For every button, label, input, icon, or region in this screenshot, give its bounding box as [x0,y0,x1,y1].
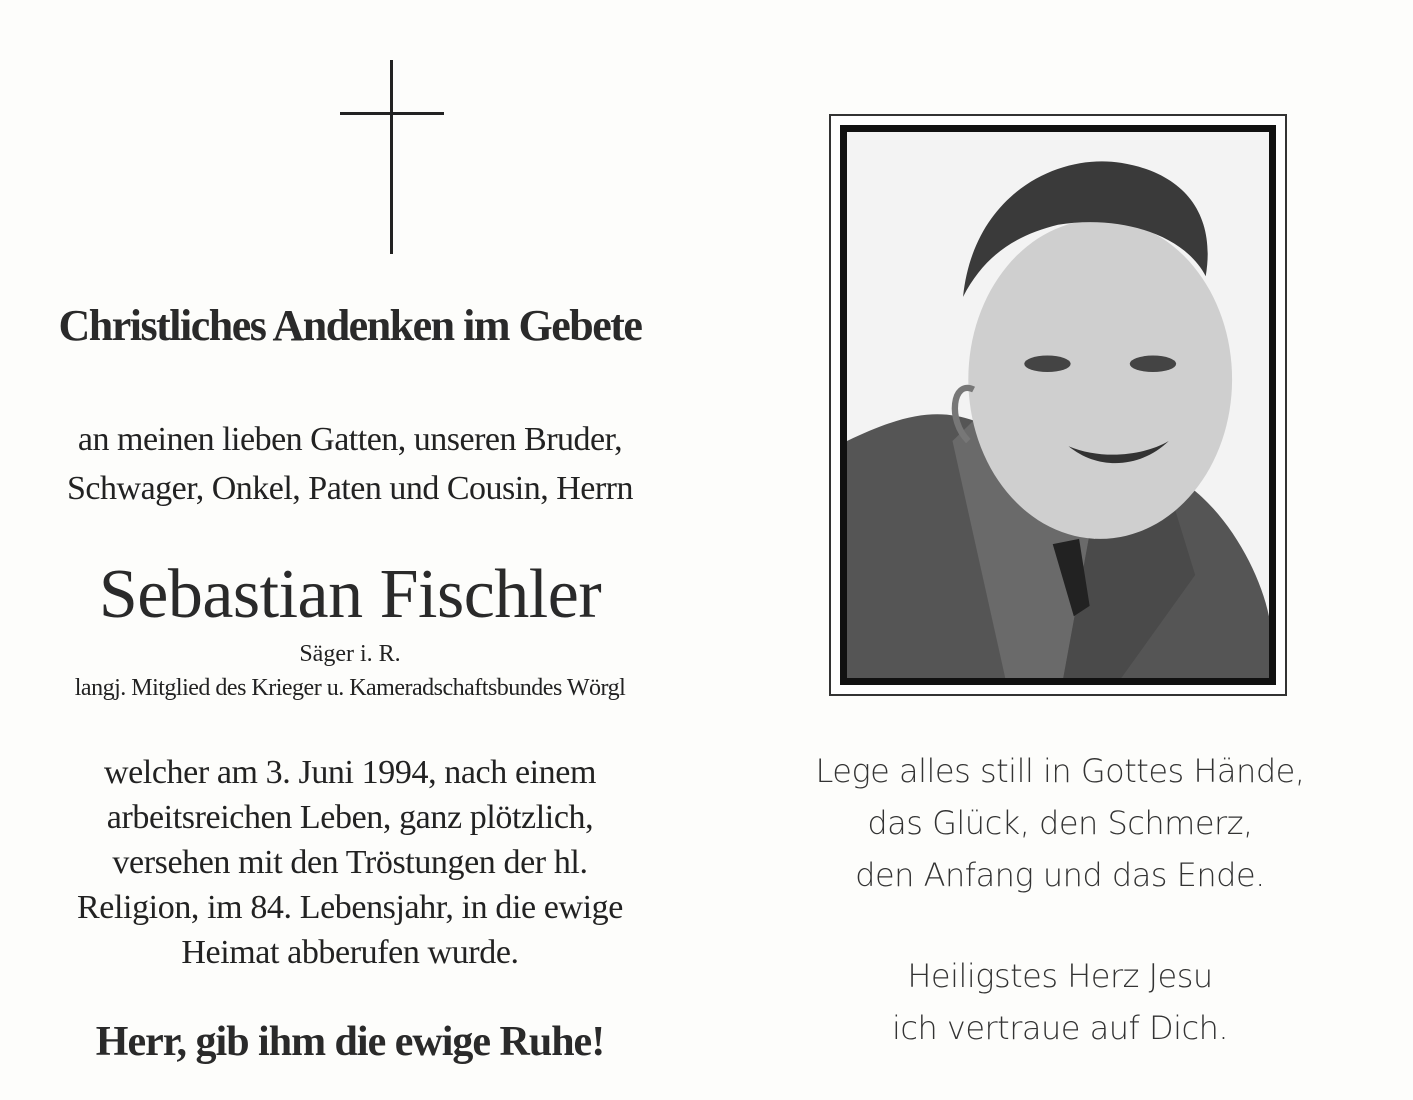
devotion [800,950,1320,1054]
message-line: Religion, im 84. Lebensjahr, in die ewige [77,889,623,926]
intro-text [40,415,660,513]
intro-line: an meinen lieben Gatten, unseren Bruder, [77,421,623,458]
portrait-frame [829,114,1287,696]
portrait-photo [840,125,1276,685]
message-line: arbeitsreichen Leben, ganz plötzlich, [106,799,594,836]
poem-line: Lege alles still in Gottes Hände, [815,752,1305,790]
devotion-line: Heiligstes Herz Jesu [907,957,1213,995]
message-line: welcher am 3. Juni 1994, nach einem [103,754,597,791]
card-heading: Christliches Andenken im Gebete [58,301,642,350]
deceased-name: Sebastian Fischler [98,556,602,633]
poem-line: den Anfang und das Ende. [855,856,1265,894]
message-text [40,750,660,975]
devotion-line: ich vertraue auf Dich. [891,1009,1229,1047]
message-line: versehen mit den Tröstungen der hl. [112,844,588,881]
poem-line: das Glück, den Schmerz, [867,804,1253,842]
cross-icon [340,60,444,254]
portrait-illustration [847,132,1269,678]
intro-line: Schwager, Onkel, Paten und Cousin, Herrn [67,470,633,507]
membership: langj. Mitglied des Krieger u. Kameradschaftsbundes Wörgl [74,675,626,701]
prayer-line: Herr, gib ihm die ewige Ruhe! [95,1019,605,1065]
occupation: Säger i. R. [299,641,401,667]
poem [800,745,1320,901]
message-line: Heimat abberufen wurde. [181,934,519,971]
